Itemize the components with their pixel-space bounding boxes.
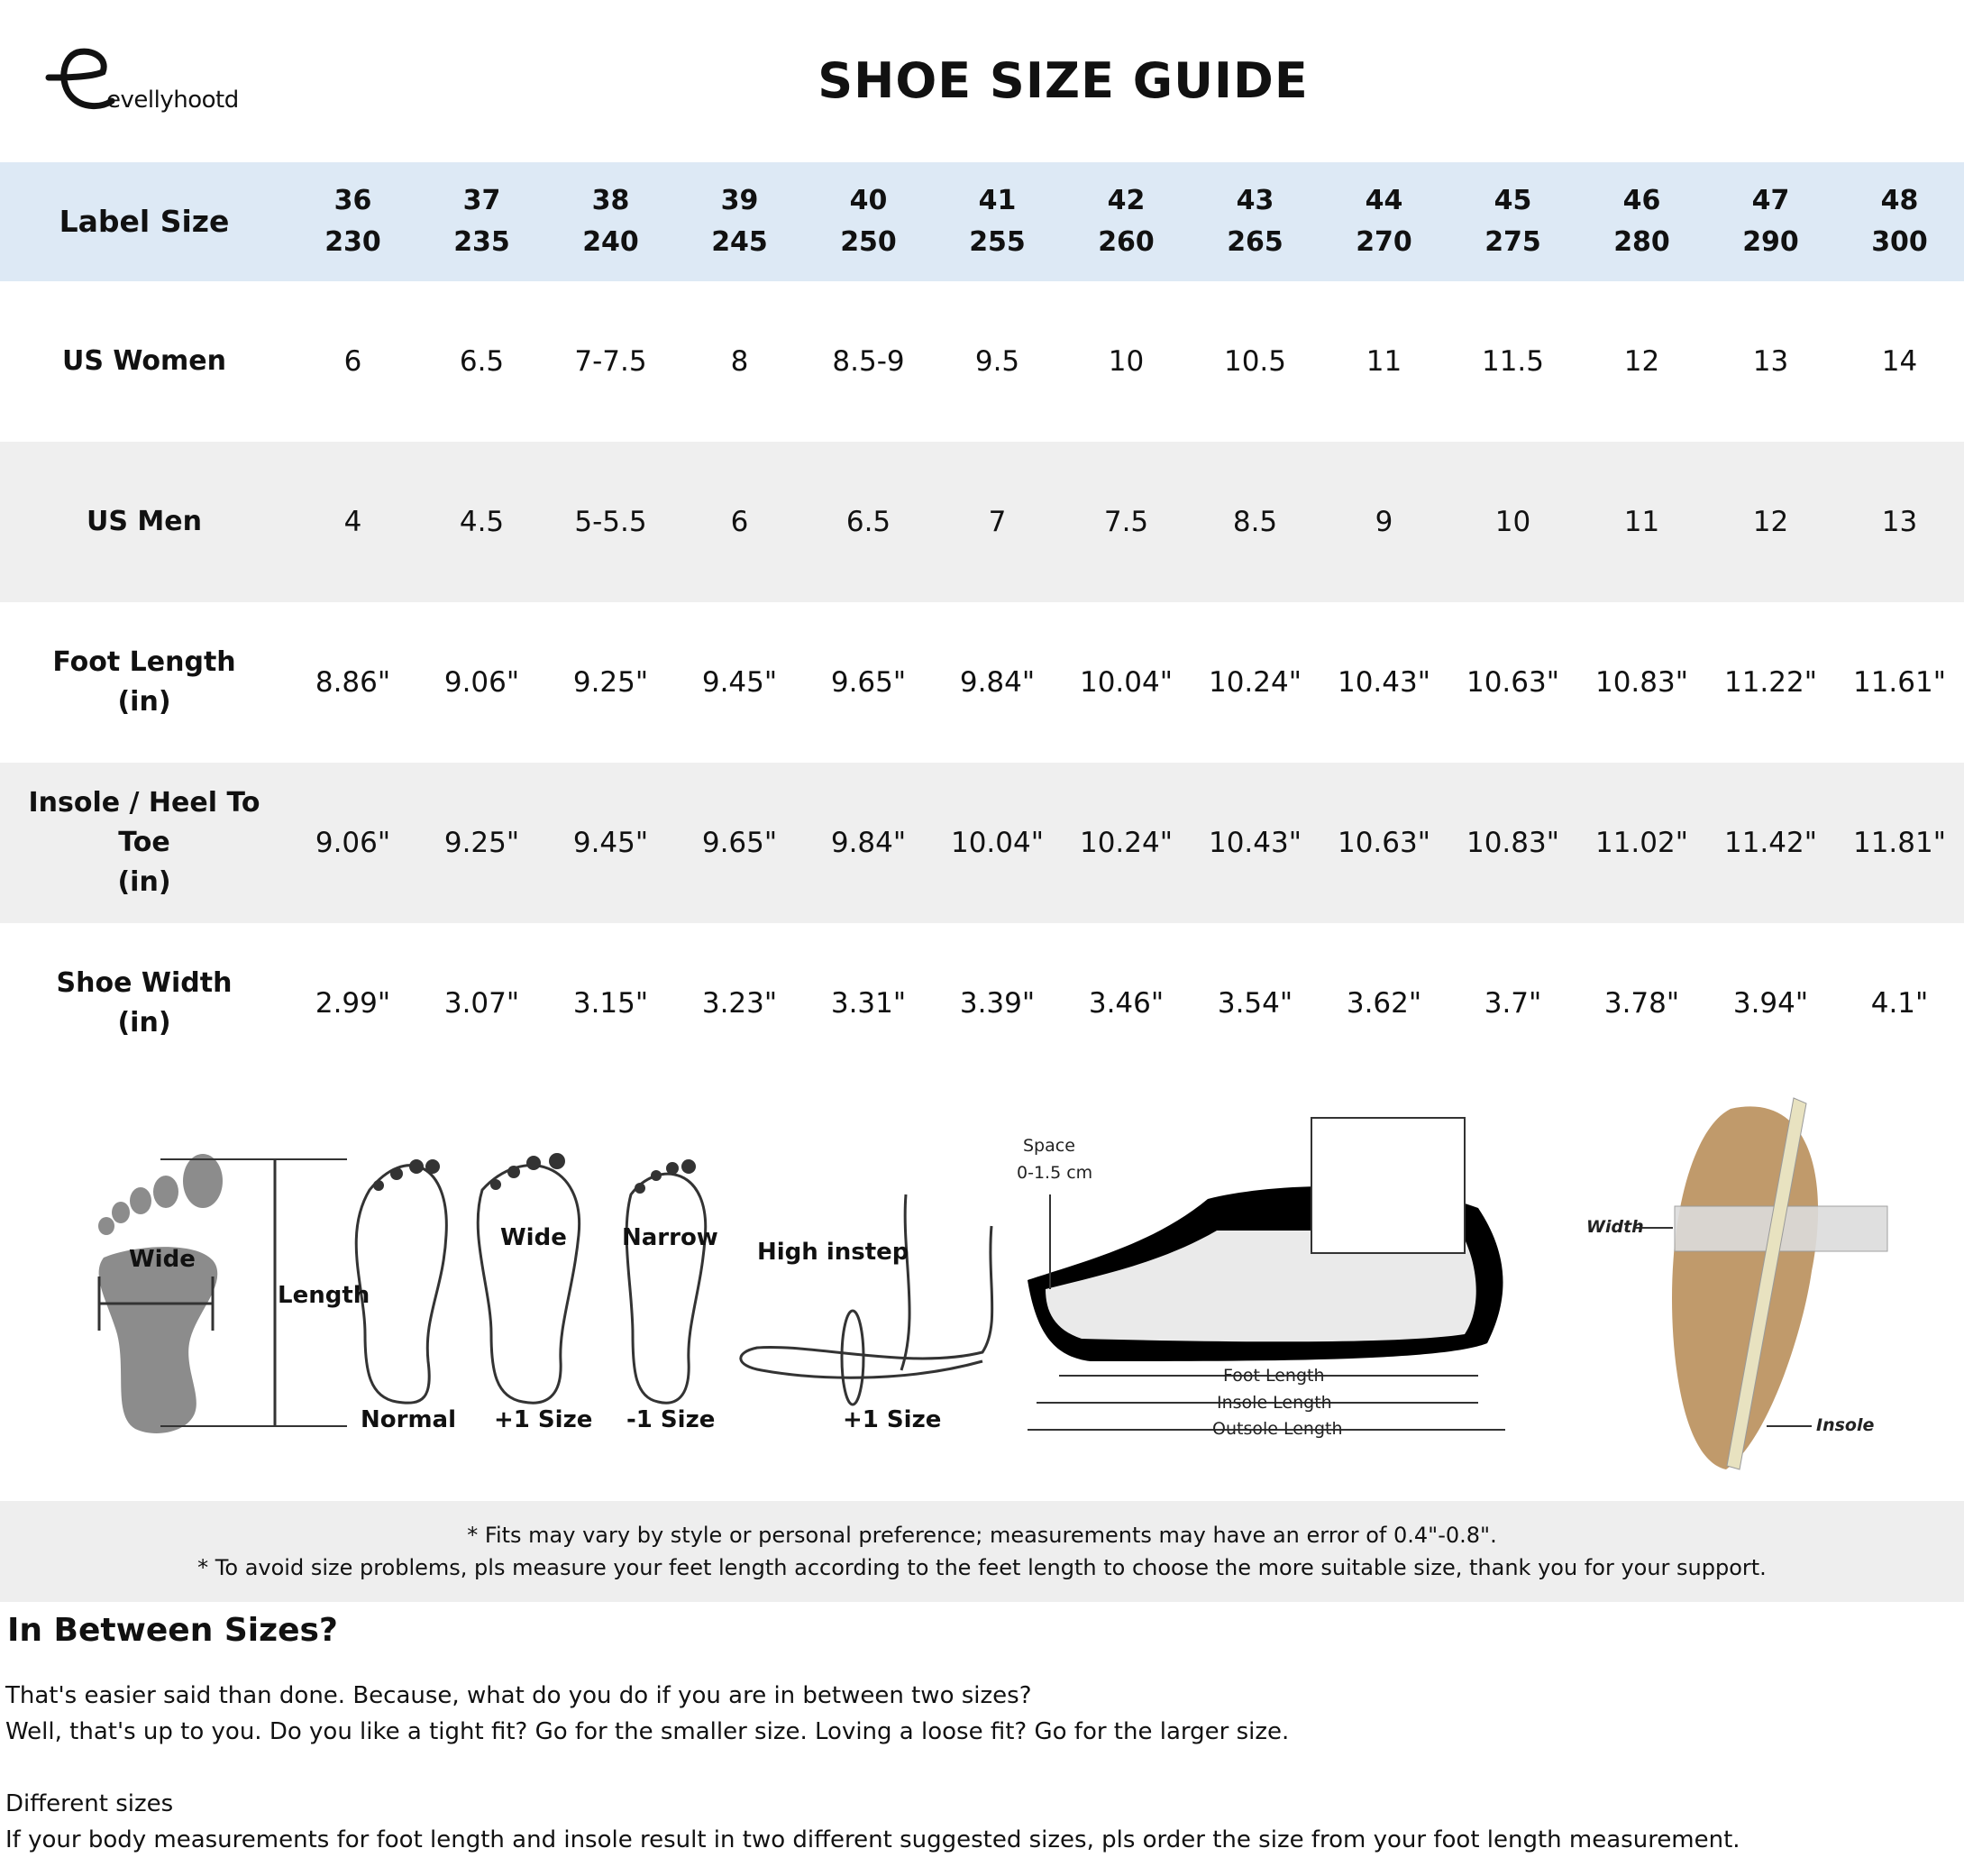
size-row [0,281,1964,442]
size-value-cell: 9.65" [830,666,907,699]
size-row [0,763,1964,923]
size-value-cell: 3.78" [1603,987,1680,1020]
size-value-cell: 12 [1623,345,1660,378]
label-size-cell [1706,162,1835,281]
eu-size: 40 [849,185,888,216]
size-value-cell: 9.5 [974,345,1020,378]
row-label [0,281,288,442]
size-value-cell: 2.99" [315,987,391,1020]
size-value-cell: 4.5 [459,506,505,538]
label-size-cell [1448,162,1577,281]
mm-size: 280 [1613,226,1670,258]
size-value-cell: 12 [1752,506,1789,538]
row-label-unit: (in) [117,1007,171,1039]
row-label [0,923,288,1084]
row-label [0,763,288,923]
size-value-cell: 3.94" [1732,987,1809,1020]
page-title: SHOE SIZE GUIDE [818,52,1309,109]
row-label-line: Insole / Heel To Toe [28,787,260,858]
size-value-cell: 9.06" [315,827,391,859]
eu-size: 42 [1107,185,1146,216]
between-paragraph-2: Well, that's up to you. Do you like a tight fit? Go for the smaller size. Loving a loose fit? Go for the larger size. [5,1718,1290,1745]
eu-size: 39 [720,185,759,216]
eu-size: 45 [1494,185,1532,216]
space-range-label: 0-1.5 cm [1017,1163,1093,1183]
sandal-width-label: Width [1586,1217,1644,1237]
note-line-1: * Fits may vary by style or personal preference; measurements may have an error of 0.4"-0.8". [467,1523,1497,1548]
size-value-cell: 11.42" [1723,827,1817,859]
eu-size: 41 [978,185,1017,216]
size-value-cell: 6.5 [845,506,891,538]
size-table [0,162,1964,1084]
different-sizes-heading: Different sizes [5,1790,174,1817]
space-label: Space [1023,1136,1075,1156]
label-size-cell [1062,162,1191,281]
feet-diagram [0,1073,1964,1487]
size-value-cell: 6 [343,345,362,378]
mm-size: 290 [1742,226,1799,258]
label-size-cell [1320,162,1448,281]
insole-length-label: Insole Length [1217,1393,1332,1413]
label-size-cell [804,162,933,281]
size-value-cell: 10.24" [1208,666,1302,699]
high-instep-label: High instep [757,1239,909,1266]
size-value-cell: 10 [1108,345,1145,378]
brand-name: evellyhootd [106,87,239,114]
size-value-cell: 9.84" [830,827,907,859]
size-row [0,602,1964,763]
size-value-cell: 10.24" [1079,827,1173,859]
size-value-cell: 3.31" [830,987,907,1020]
size-value-cell: 10 [1494,506,1531,538]
wide-label: Wide [129,1246,196,1273]
size-value-cell: 9.45" [572,827,649,859]
eu-size: 47 [1751,185,1790,216]
minus-one-size-label: -1 Size [626,1406,716,1433]
between-paragraph-1: That's easier said than done. Because, what do you do if you are in between two sizes? [5,1682,1032,1709]
size-value-cell: 11.5 [1481,345,1545,378]
eu-size: 44 [1365,185,1403,216]
size-value-cell: 9.84" [959,666,1036,699]
mm-size: 235 [453,226,510,258]
size-value-cell: 10.63" [1466,666,1559,699]
size-value-cell: 10.04" [950,827,1044,859]
size-value-cell: 3.7" [1484,987,1542,1020]
mm-size: 230 [324,226,381,258]
plus-one-size-label: +1 Size [494,1406,593,1433]
mm-size: 270 [1356,226,1412,258]
size-value-cell: 9.65" [701,827,778,859]
mm-size: 275 [1484,226,1541,258]
size-value-cell: 13 [1881,506,1918,538]
shoe-section-icon [1028,1118,1503,1361]
size-value-cell: 11.22" [1723,666,1817,699]
label-size-cell [546,162,675,281]
size-value-cell: 13 [1752,345,1789,378]
between-sizes-heading: In Between Sizes? [7,1612,338,1649]
size-value-cell: 3.62" [1346,987,1422,1020]
size-value-cell: 11 [1366,345,1402,378]
row-label-unit: (in) [117,686,171,718]
size-value-cell: 4 [343,506,362,538]
row-label-line: Shoe Width [56,967,233,999]
eu-size: 48 [1880,185,1919,216]
mm-size: 255 [969,226,1026,258]
size-row [0,923,1964,1084]
label-size-row [0,162,1964,281]
label-size-cell [1835,162,1964,281]
size-value-cell: 10.43" [1208,827,1302,859]
wide-foot-label: Wide [500,1224,567,1251]
label-size-cell [675,162,804,281]
size-value-cell: 10.04" [1079,666,1173,699]
label-size-cell [933,162,1062,281]
between-paragraph-4: If your body measurements for foot length and insole result in two different suggested sizes, pls order the size from your foot length measurement. [5,1826,1740,1853]
size-value-cell: 8.86" [315,666,391,699]
length-label: Length [278,1282,370,1309]
size-value-cell: 11.61" [1852,666,1946,699]
row-label-line: US Men [87,506,202,537]
size-value-cell: 9.45" [701,666,778,699]
size-value-cell: 10.5 [1223,345,1287,378]
mm-size: 250 [840,226,897,258]
row-label-unit: (in) [117,866,171,898]
size-value-cell: 11 [1623,506,1660,538]
size-row [0,442,1964,602]
size-value-cell: 9.25" [572,666,649,699]
size-value-cell: 3.07" [443,987,520,1020]
outsole-length-label: Outsole Length [1212,1419,1343,1439]
mm-size: 240 [582,226,639,258]
eu-size: 37 [462,185,501,216]
foot-length-label: Foot Length [1223,1366,1325,1386]
row-label-line: Foot Length [52,646,236,678]
mm-size: 265 [1227,226,1283,258]
size-value-cell: 7-7.5 [574,345,647,378]
size-value-cell: 9.25" [443,827,520,859]
eu-size: 36 [333,185,372,216]
label-size-cell [288,162,417,281]
size-value-cell: 10.63" [1337,827,1430,859]
measurement-illustrations [0,1073,1964,1487]
size-value-cell: 3.39" [959,987,1036,1020]
size-value-cell: 8 [730,345,749,378]
size-value-cell: 9.06" [443,666,520,699]
narrow-label: Narrow [622,1224,718,1251]
size-value-cell: 8.5 [1232,506,1278,538]
note-line-2: * To avoid size problems, pls measure your feet length according to the feet length to choose the more suitable size, thank you for your support. [197,1555,1767,1580]
row-label [0,602,288,763]
label-size-cell [417,162,546,281]
eu-size: 43 [1236,185,1274,216]
size-value-cell: 7 [988,506,1007,538]
size-value-cell: 8.5-9 [832,345,905,378]
size-value-cell: 3.23" [701,987,778,1020]
size-value-cell: 3.54" [1217,987,1293,1020]
sandal-icon [1636,1098,1887,1469]
label-size-cell [1577,162,1706,281]
label-size-cell [1191,162,1320,281]
size-value-cell: 11.02" [1594,827,1688,859]
size-value-cell: 5-5.5 [574,506,647,538]
eu-size: 38 [591,185,630,216]
size-value-cell: 3.46" [1088,987,1165,1020]
size-value-cell: 3.15" [572,987,649,1020]
mm-size: 260 [1098,226,1155,258]
fit-notes [0,1501,1964,1602]
plus-one-size-instep-label: +1 Size [843,1406,942,1433]
size-value-cell: 4.1" [1870,987,1929,1020]
label-size-header: Label Size [59,204,230,239]
size-value-cell: 14 [1881,345,1918,378]
size-value-cell: 11.81" [1852,827,1946,859]
size-value-cell: 10.83" [1594,666,1688,699]
gray-foot-icon [98,1154,223,1433]
sandal-insole-label: Insole [1816,1415,1875,1435]
size-value-cell: 10.43" [1337,666,1430,699]
eu-size: 46 [1622,185,1661,216]
row-label-line: US Women [61,345,226,377]
size-value-cell: 6.5 [459,345,505,378]
mm-size: 300 [1871,226,1928,258]
size-value-cell: 10.83" [1466,827,1559,859]
outline-feet-icon [356,1166,992,1405]
size-value-cell: 9 [1375,506,1393,538]
normal-label: Normal [361,1406,456,1433]
row-label [0,442,288,602]
mm-size: 245 [711,226,768,258]
size-value-cell: 7.5 [1103,506,1149,538]
size-value-cell: 6 [730,506,749,538]
